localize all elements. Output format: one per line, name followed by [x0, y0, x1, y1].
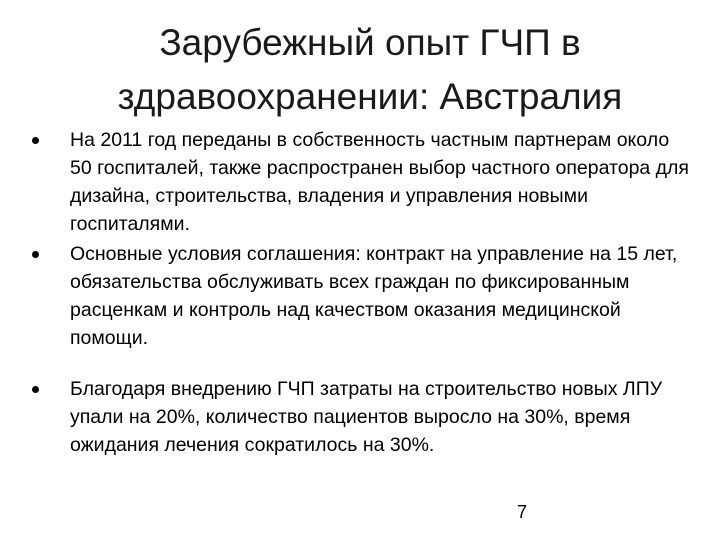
bullet-text: Основные условия соглашения: контракт на управление на 15 лет, обязательства обслуживать всех граждан по фиксированным расценкам и контроль над качеством оказания медицинской помощи.: [70, 243, 678, 349]
bullet-text: Благодаря внедрению ГЧП затраты на строительство новых ЛПУ упали на 20%, количество пациентов выросло на 30%, время ожидания лечения сократилось на 30%.: [70, 378, 663, 456]
page-number: 7: [517, 502, 528, 522]
bullet-dot-icon: [32, 137, 39, 144]
bullet-item: [70, 240, 690, 352]
slide-title-line-1: Зарубежный опыт ГЧП в: [159, 22, 581, 63]
bullet-item: [70, 375, 690, 459]
slide-title: [80, 16, 660, 124]
bullet-dot-icon: [32, 251, 39, 258]
bullet-text: На 2011 год переданы в собственность частным партнерам около 50 госпиталей, также распространен выбор частного оператора для дизайна, строительства, владения и управления новыми госпиталями.: [70, 129, 689, 235]
slide-title-line-2: здравоохранении: Австралия: [117, 76, 623, 117]
bullet-dot-icon: [32, 386, 39, 393]
bullet-item: [70, 126, 690, 238]
